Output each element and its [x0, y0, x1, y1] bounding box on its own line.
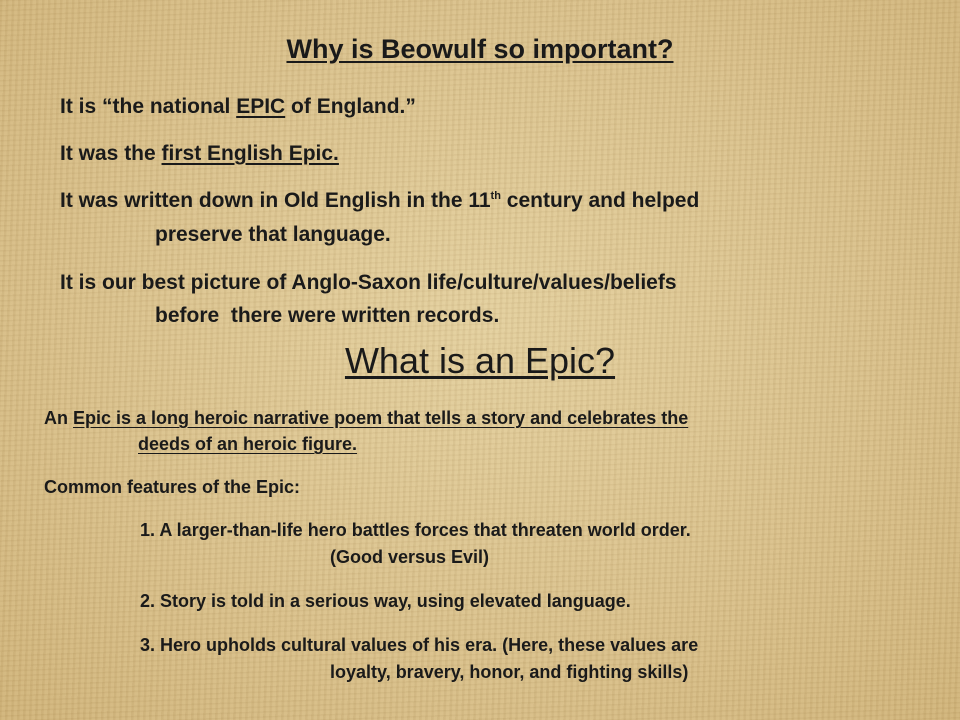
- title-what-is-epic: What is an Epic?: [344, 340, 616, 381]
- bullet-national-epic-suffix: of England.”: [285, 95, 416, 118]
- bullet-anglo-saxon-line2: before there were written records.: [155, 304, 500, 327]
- feature-item-3-line1: 3. Hero upholds cultural values of his era. (Here, these values are: [140, 635, 699, 655]
- epic-definition-underlined-1: Epic is a long heroic narrative poem that tells a story and celebrates the: [73, 408, 689, 428]
- bullet-first-english-epic: [60, 142, 339, 166]
- bullet-national-epic-prefix: It is “the national: [60, 95, 237, 118]
- title-beowulf-importance: Why is Beowulf so important?: [286, 34, 674, 64]
- feature-item-1-line2: (Good versus Evil): [330, 547, 490, 567]
- epic-definition-line1: [44, 408, 688, 429]
- feature-item-3-line2: loyalty, bravery, honor, and fighting skills): [330, 662, 689, 682]
- bullet-first-english-epic-underlined: first English Epic.: [161, 142, 339, 165]
- bullet-old-english-line1-a: It was written down in Old English in the 11: [60, 189, 491, 212]
- feature-item-2-line1: 2. Story is told in a serious way, using elevated language.: [140, 591, 631, 611]
- bullet-old-english-line2: preserve that language.: [155, 223, 391, 246]
- bullet-first-english-epic-prefix: It was the: [60, 142, 162, 165]
- feature-item-1-line1: 1. A larger-than-life hero battles forces that threaten world order.: [140, 520, 691, 540]
- bullet-old-english-line1: [60, 189, 699, 213]
- bullet-national-epic: [60, 95, 416, 119]
- bullet-national-epic-underlined: EPIC: [236, 95, 286, 118]
- features-heading: Common features of the Epic:: [44, 477, 301, 497]
- bullet-anglo-saxon-line1: It is our best picture of Anglo-Saxon life/culture/values/beliefs: [60, 271, 677, 294]
- bullet-old-english-line1-b: century and helped: [500, 189, 700, 212]
- bullet-old-english-superscript: th: [490, 190, 501, 202]
- epic-definition-prefix: An: [44, 408, 73, 428]
- epic-definition-line2: deeds of an heroic figure.: [138, 434, 358, 454]
